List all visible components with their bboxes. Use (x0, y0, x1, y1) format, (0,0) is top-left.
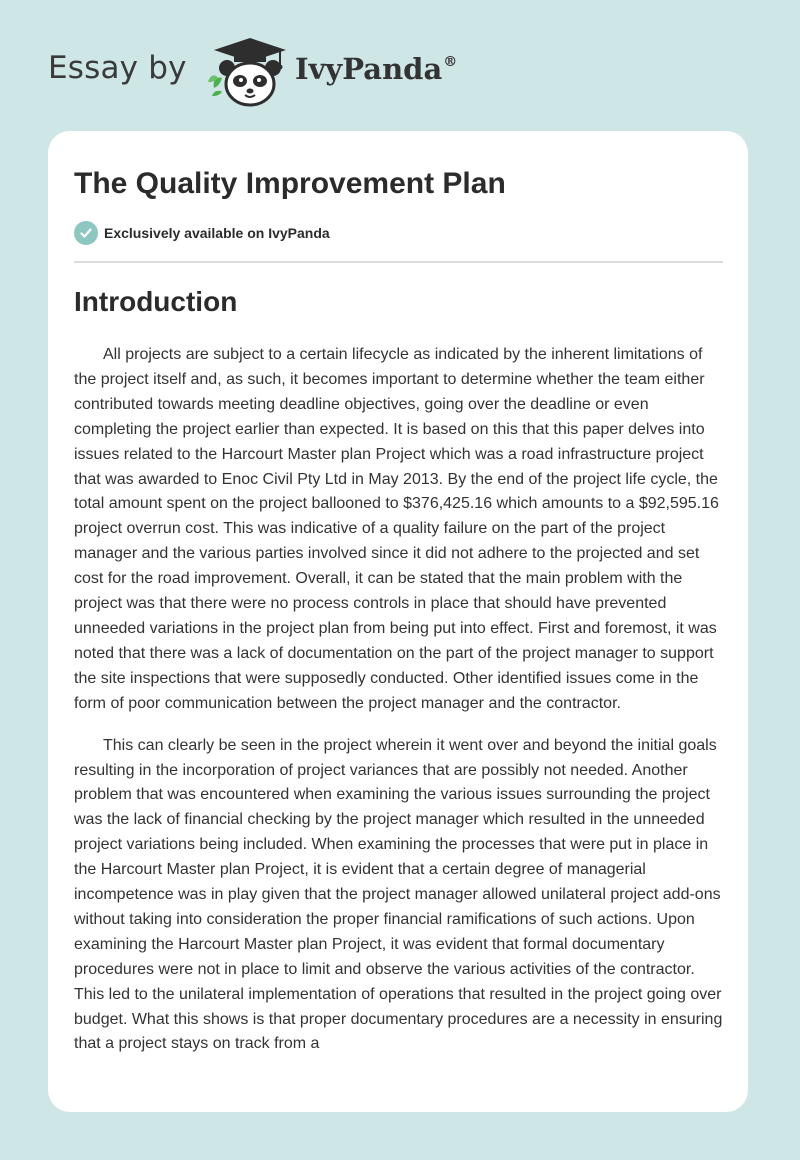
paragraph: This can clearly be seen in the project wherein it went over and beyond the initial goals resulting in the incorporation of project variances that are possibly not needed. Another problem that was encountered when examining the various issues surrounding the project was the lack of financial checking by the project manager which resulted in the unneeded project variations being included. When examining the processes that were put in place in the Harcourt Master plan Project, it is evident that a certain degree of managerial incompetence was in play given that the project manager allowed unilateral project add-ons without taking into consideration the proper financial ramifications of such actions. Upon examining the Harcourt Master plan Project, it was evident that formal documentary procedures were not in place to limit and observe the various activities of the contractor. This led to the unilateral implementation of operations that resulted in the project going over budget. What this shows is that proper documentary procedures are a necessity in ensuring that a project stays on track from a (74, 736, 723, 1053)
article-body (74, 343, 724, 1074)
site-header (0, 0, 800, 130)
exclusive-badge (74, 221, 330, 245)
brand-text: IvyPanda (295, 52, 443, 86)
panda-graduate-logo-icon[interactable] (200, 34, 290, 110)
essay-card (48, 131, 748, 1112)
check-circle-icon (74, 221, 98, 245)
page-title: The Quality Improvement Plan (74, 167, 506, 200)
paragraph: All projects are subject to a certain lifecycle as indicated by the inherent limitations of the project itself and, as such, it becomes important to determine whether the team either contributed towards meeting deadline objectives, going over the deadline or even completing the project earlier than expected. It is based on this that this paper delves into issues related to the Harcourt Master plan Project which was a road infrastructure project that was awarded to Enoc Civil Pty Ltd in May 2013. By the end of the project life cycle, the total amount spent on the project ballooned to $376,425.16 which amounts to a $92,595.16 project overrun cost. This was indicative of a quality failure on the part of the project manager and the various parties involved since it did not adhere to the projected and set cost for the road improvement. Overall, it can be stated that the main problem with the project was that there were no process controls in place that should have prevented unneeded variations in the project plan from being put into effect. First and foremost, it was noted that there was a lack of documentation on the part of the project manager to support the site inspections that were supposedly conducted. Other identified issues come in the form of poor communication between the project manager and the contractor. (74, 346, 719, 712)
registered-mark: ® (443, 54, 458, 70)
title-divider (74, 261, 723, 263)
essay-by-label: Essay by (48, 50, 187, 86)
section-heading: Introduction (74, 286, 238, 317)
exclusive-badge-label: Exclusively available on IvyPanda (104, 225, 330, 241)
brand-name[interactable] (295, 52, 457, 86)
